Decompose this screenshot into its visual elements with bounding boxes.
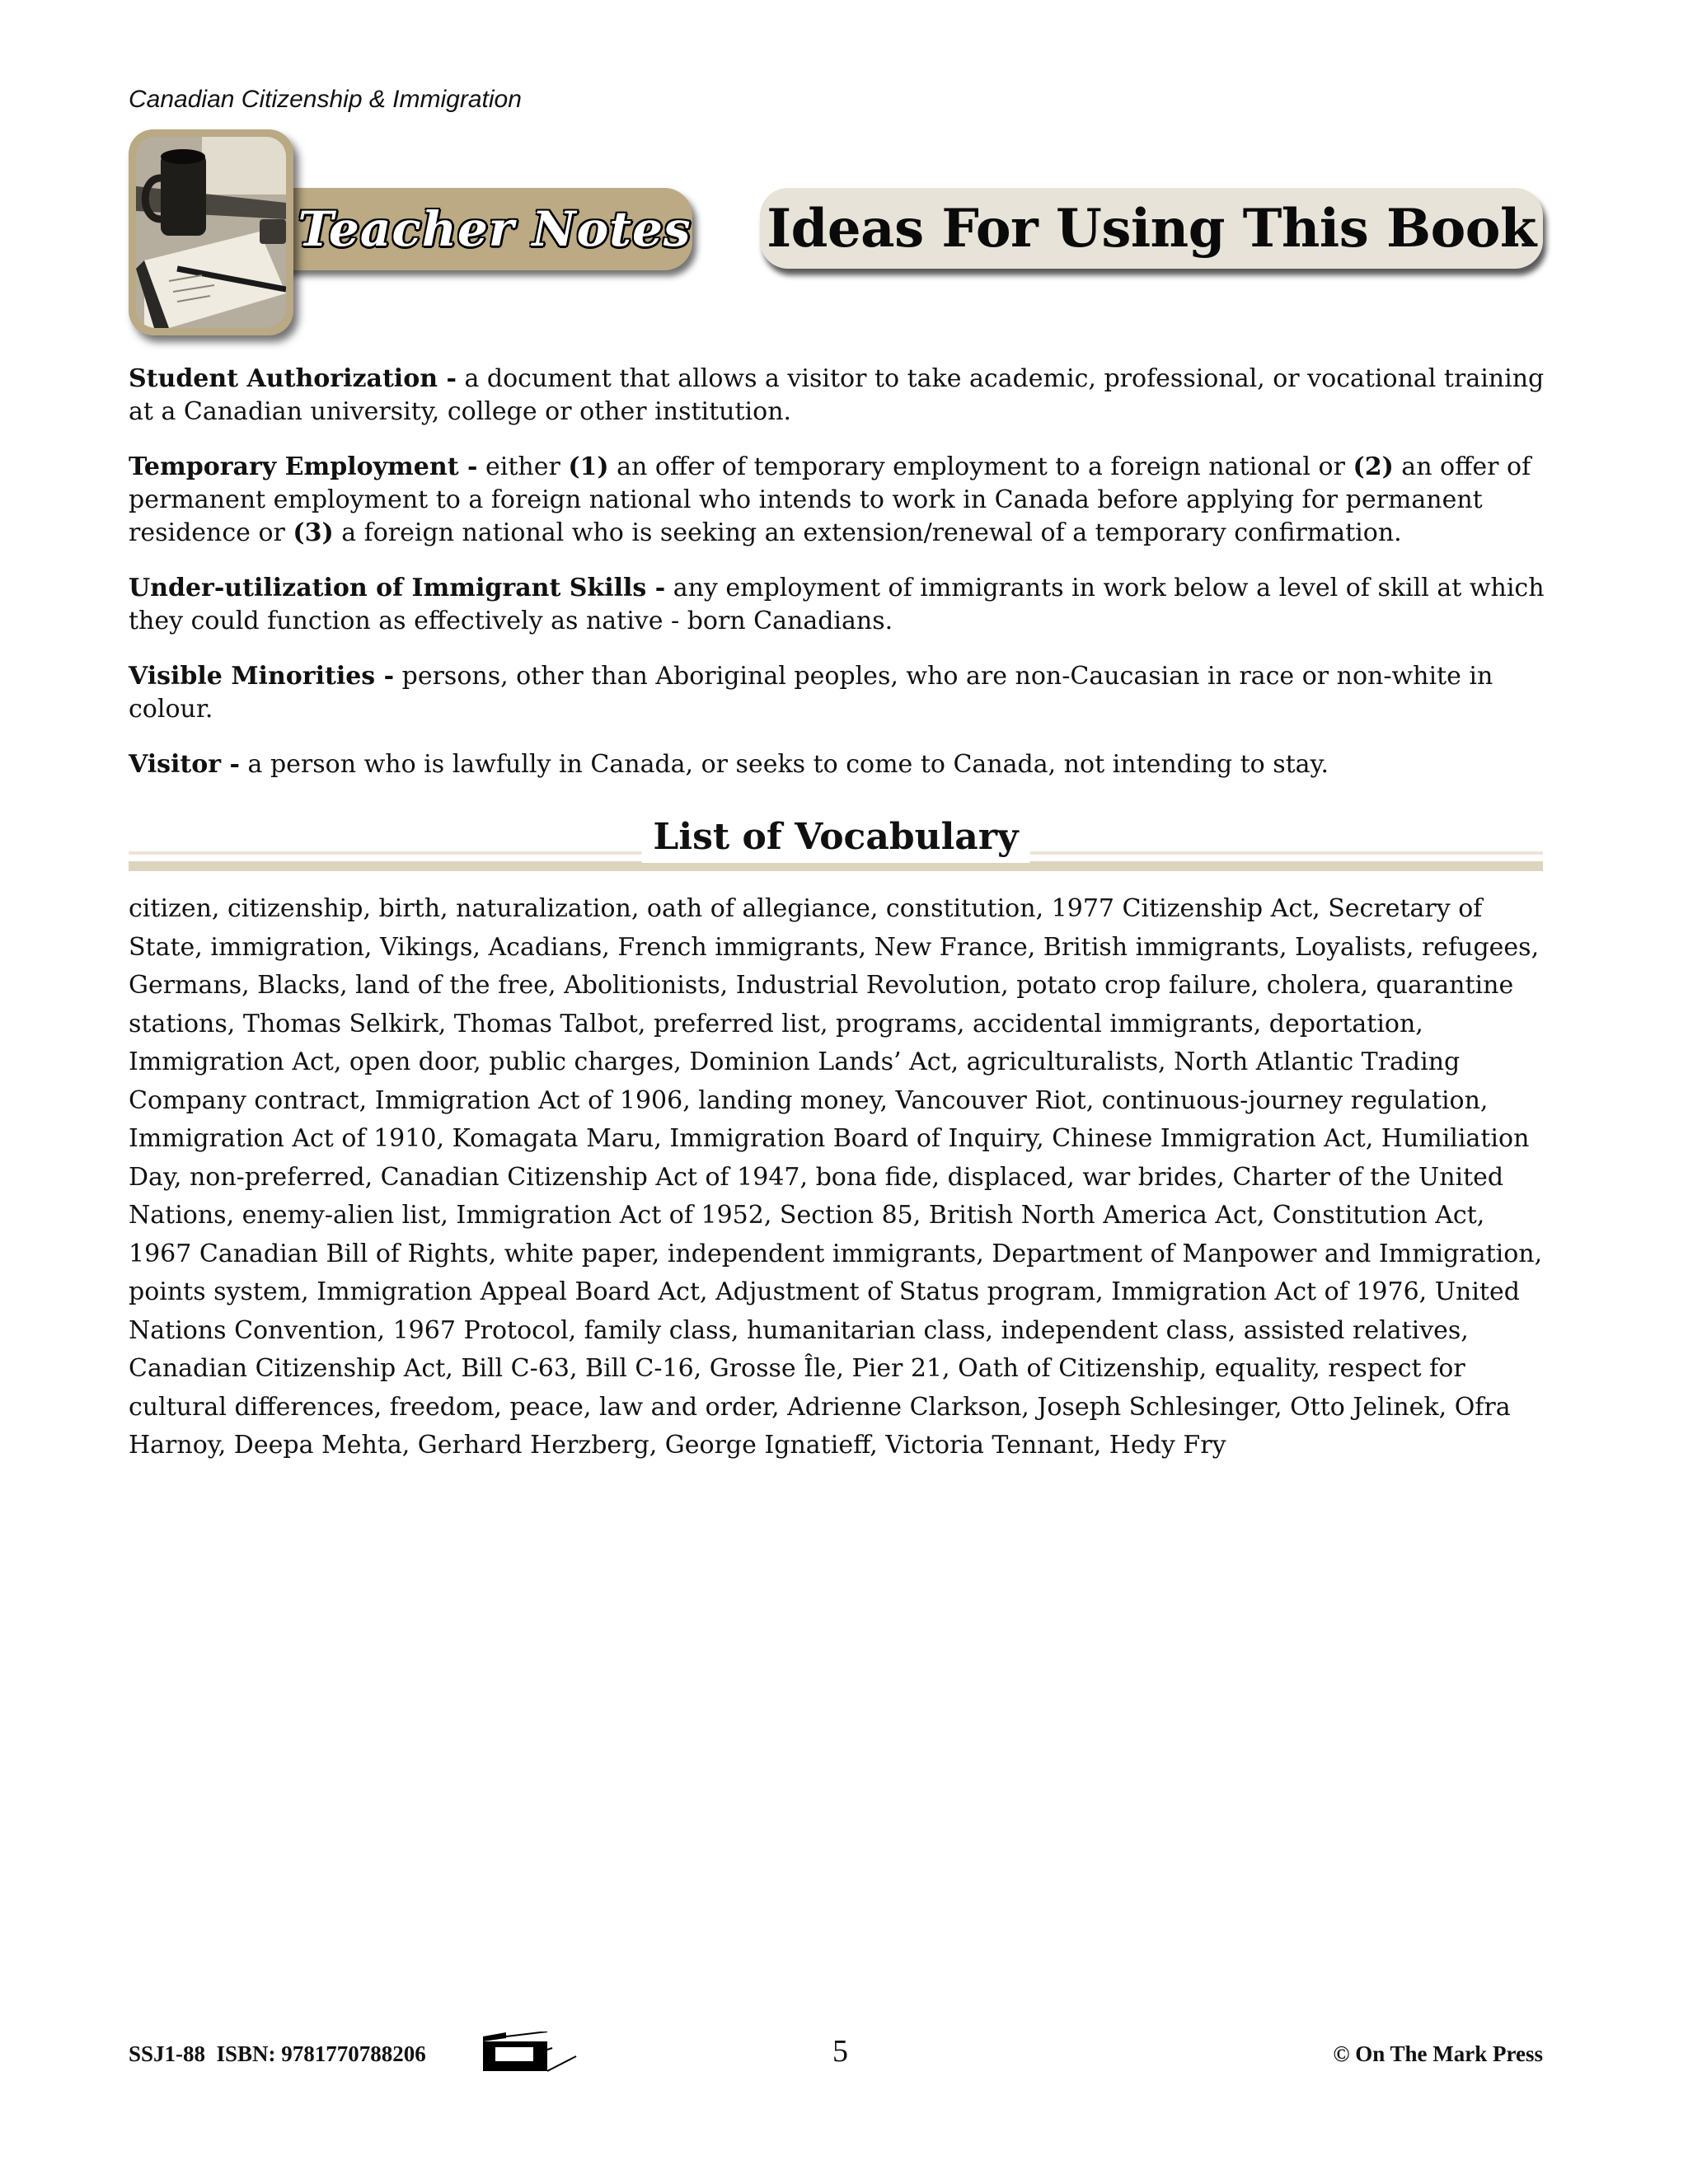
page-title: Ideas For Using This Book [767,197,1536,260]
definition-text: an offer of permanent employment to a foreign national who intends to work in Canada before applying for permanent residence or [129,452,1531,547]
list-marker-2: (2) [1353,452,1394,481]
page-title-banner [760,188,1543,269]
definition-text: a person who is lawfully in Canada, or seeks to come to Canada, not intending to stay. [240,750,1329,779]
definition-term: Student Authorization - [129,364,457,393]
copyright: © On The Mark Press [1333,2041,1543,2066]
definition-term: Under-utilization of Immigrant Skills - [129,574,666,602]
definition-term: Visitor - [129,750,240,779]
glossary-definitions [129,363,1546,804]
definition-text: either [477,452,569,481]
definition-temporary-employment [129,451,1546,550]
teacher-notes-photo [129,129,293,335]
vocabulary-section-header [129,812,1543,878]
list-marker-1: (1) [568,452,609,481]
definition-term: Visible Minorities - [129,662,395,691]
definition-under-utilization [129,572,1546,638]
list-marker-3: (3) [293,518,334,547]
coffee-notebook-photo-icon [136,137,286,328]
definition-visitor [129,748,1546,781]
page-footer [129,2032,1543,2073]
definition-text: an offer of temporary employment to a foreign national or [608,452,1353,481]
product-code-isbn: SSJ1-88 ISBN: 9781770788206 [129,2041,426,2066]
vocabulary-list: citizen, citizenship, birth, naturalization, oath of allegiance, constitution, 1977 Citizenship Act, Secretary of State, immigration, Vikings, Acadians, French immigrants, New France, British immigrants, Loyalists, refugees, Germans, Blacks, land of the free, Abolitionists, Industrial Revolution, potato crop failure, cholera, quarantine stations, Thomas Selkirk, Thomas Talbot, preferred list, programs, accidental immigrants, deportation, Immigration Act, open door, public charges, Dominion Lands’ Act, agriculturalists, North Atlantic Trading Company contract, Immigration Act of 1906, landing money, Vancouver Riot, continuous-journey regulation, Immigration Act of 1910, Komagata Maru, Immigration Board of Inquiry, Chinese Immigration Act, Humiliation Day, non-preferred, Canadian Citizenship Act of 1947, bona fide, displaced, war brides, Charter of the United Nations, enemy-alien list, Immigration Act of 1952, Section 85, British North America Act, Constitution Act, 1967 Canadian Bill of Rights, white paper, independent immigrants, Department of Manpower and Immigration, points system, Immigration Appeal Board Act, Adjustment of Status program, Immigration Act of 1976, United Nations Convention, 1967 Protocol, family class, humanitarian class, independent class, assisted relatives, Canadian Citizenship Act, Bill C-63, Bill C-16, Grosse Île, Pier 21, Oath of Citizenship, equality, respect for cultural differences, freedom, peace, law and order, Adrienne Clarkson, Joseph Schlesinger, Otto Jelinek, Ofra Harnoy, Deepa Mehta, Gerhard Herzberg, George Ignatieff, Victoria Tennant, Hedy Fry [129,894,1543,1460]
teacher-notes-badge [272,188,692,270]
page-number: 5 [832,2034,848,2069]
teacher-notes-label: Teacher Notes [298,201,692,257]
definition-text: any employment of immigrants in work below a level of skill at which they could function as effectively as native - born Canadians. [129,574,1545,635]
definition-visible-minorities [129,660,1546,726]
definition-term: Temporary Employment - [129,452,478,481]
definition-text: a foreign national who is seeking an extension/renewal of a temporary confirmation. [333,518,1402,547]
definition-text: a document that allows a visitor to take academic, professional, or vocational training at a Canadian university, college or other institution. [129,364,1545,426]
definition-text: persons, other than Aboriginal peoples, who are non-Caucasian in race or non-white in colour. [129,662,1493,724]
photocopier-icon [481,2032,580,2073]
running-head: Canadian Citizenship & Immigration [129,86,522,113]
vocabulary-title: List of Vocabulary [641,812,1029,863]
definition-student-authorization [129,363,1546,429]
